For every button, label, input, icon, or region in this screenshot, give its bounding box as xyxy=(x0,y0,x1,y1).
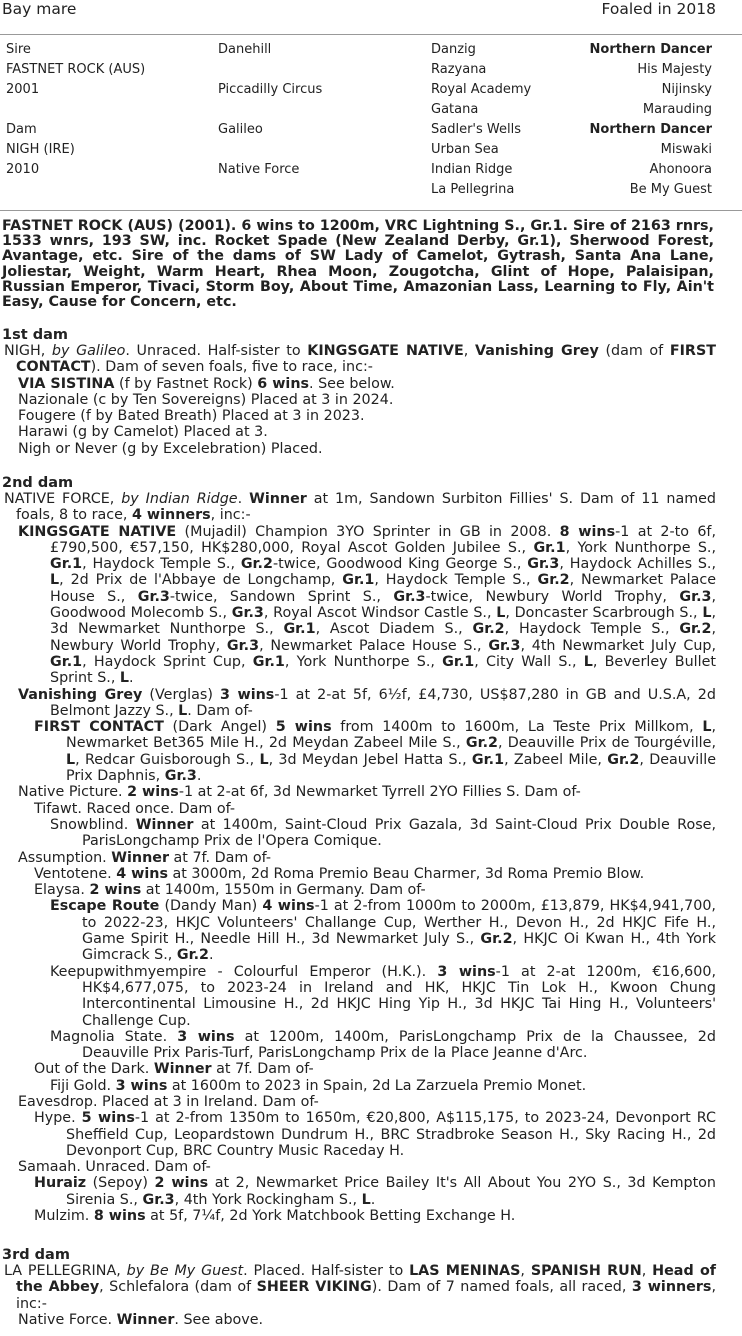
descendant-entry: Elaysa. 2 wins at 1400m, 1550m in Germany. Dam of- xyxy=(34,882,426,899)
descendant-entry: Out of the Dark. Winner at 7f. Dam of- xyxy=(34,1061,314,1078)
pedigree-cell-gen3: Urban Sea xyxy=(431,142,499,157)
divider xyxy=(0,34,742,35)
second-dam-intro: NATIVE FORCE, by Indian Ridge. Winner at 1m, Sandown Surbiton Fillies' S. Dam of 11 named foals, 8 to race, 4 winners, inc:- xyxy=(4,491,717,524)
foaled-year: Foaled in 2018 xyxy=(601,0,716,18)
descendant-entry: Tifawt. Raced once. Dam of- xyxy=(34,800,236,817)
pedigree-cell-gen3: Danzig xyxy=(431,42,476,57)
sex-colour: Bay mare xyxy=(2,0,77,18)
sire-paragraph: FASTNET ROCK (AUS) (2001). 6 wins to 1200m, VRC Lightning S., Gr.1. Sire of 2163 rnrs, 1533 wnrs, 193 SW, inc. Rocket Spade (New Zealand Derby, Gr.1), Sherwood Forest, Avantage, etc. Sire of the dams of SW Lady of Camelot, Gytrash, Santa Ana Lane, Joliestar, Weight, Warm Heart, Rhea Moon, Zougotcha, Glint of Hope, Palaisipan, Russian Emperor, Tivaci, Storm Boy, About Time, Amazonian Lass, Learning to Fly, Ain't Easy, Cause for Concern, etc. xyxy=(2,218,714,311)
divider xyxy=(0,210,742,211)
descendant-entry: Fiji Gold. 3 wins at 1600m to 2023 in Spain, 2d La Zarzuela Premio Monet. xyxy=(50,1077,587,1094)
foal-entry: Nigh or Never (g by Excelebration) Placed. xyxy=(18,440,323,457)
foal-entry: Fougere (f by Bated Breath) Placed at 3 in 2023. xyxy=(18,408,365,425)
pedigree-cell-gen4: Northern Dancer xyxy=(589,42,712,57)
pedigree-cell-gen4: Ahonoora xyxy=(649,162,712,177)
pedigree-cell-gen3: Gatana xyxy=(431,102,479,117)
descendant-entry: Vanishing Grey (Verglas) 3 wins-1 at 2-at 5f, 6½f, £4,730, US$87,280 in GB and U.S.A, 2d Belmont Jazzy S., L. Dam of- xyxy=(18,686,716,719)
header xyxy=(0,0,716,20)
pedigree-cell-gen2: Piccadilly Circus xyxy=(218,82,323,97)
pedigree-cell-gen2: Danehill xyxy=(218,42,272,57)
pedigree-cell-gen4: His Majesty xyxy=(637,62,712,77)
first-dam-section xyxy=(0,327,716,457)
foal-entry: Harawi (g by Camelot) Placed at 3. xyxy=(18,424,268,441)
pedigree-cell-gen3: Royal Academy xyxy=(431,82,532,97)
foal-entry: VIA SISTINA (f by Fastnet Rock) 6 wins. See below. xyxy=(18,375,395,392)
descendant-entry: Assumption. Winner at 7f. Dam of- xyxy=(18,849,272,866)
third-dam-intro: LA PELLEGRINA, by Be My Guest. Placed. Half-sister to LAS MENINAS, SPANISH RUN, Head of the Abbey, Schlefalora (dam of SHEER VIKING). Dam of 7 named foals, all raced, 3 winners, inc:- xyxy=(4,1263,717,1312)
pedigree-cell-gen4: Miswaki xyxy=(660,142,712,157)
foal-entry: Native Force. Winner. See above. xyxy=(18,1311,264,1328)
descendant-entry: Hype. 5 wins-1 at 2-from 1350m to 1650m, €20,800, A$115,175, to 2023-24, Devonport RC Sheffield Cup, Leopardstown Dundrum H., BRC Stradbroke Season H., Sky Racing H., 2d Devonport Cup, BRC Country Music Raceday H. xyxy=(34,1110,716,1159)
pedigree-cell-gen2: Galileo xyxy=(218,122,263,137)
third-dam-section xyxy=(0,1247,716,1328)
descendant-entry: Huraiz (Sepoy) 2 wins at 2, Newmarket Price Bailey It's All About You 2YO S., 3d Kempton Sirenia S., Gr.3, 4th York Rockingham S., L. xyxy=(34,1175,716,1208)
descendant-entry: Snowblind. Winner at 1400m, Saint-Cloud Prix Gazala, 3d Saint-Cloud Prix Double Rose, ParisLongchamp Prix de l'Opera Comique. xyxy=(50,816,716,850)
third-dam-heading: 3rd dam xyxy=(2,1247,70,1263)
descendant-entry: Ventotene. 4 wins at 3000m, 2d Roma Premio Beau Charmer, 3d Roma Premio Blow. xyxy=(34,865,645,882)
first-dam-foals xyxy=(0,376,716,457)
pedigree-cell-gen1: NIGH (IRE) xyxy=(6,142,75,157)
pedigree-cell-gen3: La Pellegrina xyxy=(431,182,515,197)
foal-entry: Nazionale (c by Ten Sovereigns) Placed at 3 in 2024. xyxy=(18,391,394,408)
pedigree-cell-gen1: FASTNET ROCK (AUS) xyxy=(6,62,146,77)
pedigree-cell-gen1: Dam xyxy=(6,122,37,137)
first-dam-intro: NIGH, by Galileo. Unraced. Half-sister to KINGSGATE NATIVE, Vanishing Grey (dam of FIRST CONTACT). Dam of seven foals, five to race, inc:- xyxy=(4,343,716,376)
descendant-entry: KINGSGATE NATIVE (Mujadil) Champion 3YO Sprinter in GB in 2008. 8 wins-1 at 2-to 6f, £790,500, €57,150, HK$280,000, Royal Ascot Golden Jubilee S., Gr.1, York Nunthorpe S., Gr.1, Haydock Temple S., Gr.2-twice, Goodwood King George S., Gr.3, Haydock Achilles S., L, 2d Prix de l'Abbaye de Longchamp, Gr.1, Haydock Temple S., Gr.2, Newmarket Palace House S., Gr.3-twice, Sandown Sprint S., Gr.3-twice, Newbury World Trophy, Gr.3, Goodwood Molecomb S., Gr.3, Royal Ascot Windsor Castle S., L, Doncaster Scarbrough S., L, 3d Newmarket Nunthorpe S., Gr.1, Ascot Diadem S., Gr.2, Haydock Temple S., Gr.2, Newbury World Trophy, Gr.3, Newmarket Palace House S., Gr.3, 4th Newmarket July Cup, Gr.1, Haydock Sprint Cup, Gr.1, York Nunthorpe S., Gr.1, City Wall S., L, Beverley Bullet Sprint S., L. xyxy=(18,523,717,687)
descendant-entry: Keepupwithmyempire - Colourful Emperor (H.K.). 3 wins-1 at 2-at 1200m, €16,600, HK$4,677,075, to 2023-24 in Ireland and HK, HKJC Tin Lok H., Kwoon Chung Intercontinental Limousine H., 2d HKJC Hing Yip H., 3d HKJC Tai Hing H., Volunteers' Challenge Cup. xyxy=(50,963,716,1029)
pedigree-cell-gen4: Northern Dancer xyxy=(589,122,712,137)
pedigree-table xyxy=(6,42,712,202)
descendant-entry: Samaah. Unraced. Dam of- xyxy=(18,1159,211,1176)
descendant-entry: Magnolia State. 3 wins at 1200m, 1400m, ParisLongchamp Prix de la Chaussee, 2d Deauville Prix Paris-Turf, ParisLongchamp Prix de la Place Jeanne d'Arc. xyxy=(50,1028,716,1062)
pedigree-cell-gen1: 2001 xyxy=(6,82,40,97)
descendant-entry: Eavesdrop. Placed at 3 in Ireland. Dam of- xyxy=(18,1093,319,1110)
second-dam-heading: 2nd dam xyxy=(2,475,74,491)
pedigree-cell-gen1: 2010 xyxy=(6,162,40,177)
pedigree-cell-gen3: Razyana xyxy=(431,62,487,77)
descendant-entry: Escape Route (Dandy Man) 4 wins-1 at 2-from 1000m to 2000m, £13,879, HK$4,941,700, to 2022-23, HKJC Volunteers' Challange Cup, Werther H., Devon H., 2d HKJC Fife H., Game Spirit H., Needle Hill H., 3d Newmarket July S., Gr.2, HKJC Oi Kwan H., 4th York Gimcrack S., Gr.2. xyxy=(50,898,717,964)
pedigree-cell-gen4: Nijinsky xyxy=(661,82,712,97)
descendant-entry: FIRST CONTACT (Dark Angel) 5 wins from 1400m to 1600m, La Teste Prix Millkom, L, Newmarket Bet365 Mile H., 2d Meydan Zabeel Mile S., Gr.2, Deauville Prix de Tourgéville, L, Redcar Guisborough S., L, 3d Meydan Jebel Hatta S., Gr.1, Zabeel Mile, Gr.2, Deauville Prix Daphnis, Gr.3. xyxy=(34,719,716,785)
second-dam-foals xyxy=(0,524,716,1225)
pedigree-cell-gen3: Sadler's Wells xyxy=(431,122,521,137)
first-dam-heading: 1st dam xyxy=(2,327,68,343)
second-dam-section xyxy=(0,475,716,1224)
pedigree-cell-gen3: Indian Ridge xyxy=(431,162,513,177)
descendant-entry: Mulzim. 8 wins at 5f, 7¼f, 2d York Matchbook Betting Exchange H. xyxy=(34,1208,516,1225)
descendant-entry: Native Picture. 2 wins-1 at 2-at 6f, 3d Newmarket Tyrrell 2YO Fillies S. Dam of- xyxy=(18,784,581,801)
third-dam-foals xyxy=(0,1312,716,1328)
pedigree-cell-gen4: Marauding xyxy=(642,102,712,117)
pedigree-cell-gen4: Be My Guest xyxy=(629,182,712,197)
pedigree-cell-gen1: Sire xyxy=(6,42,31,57)
pedigree-cell-gen2: Native Force xyxy=(218,162,300,177)
